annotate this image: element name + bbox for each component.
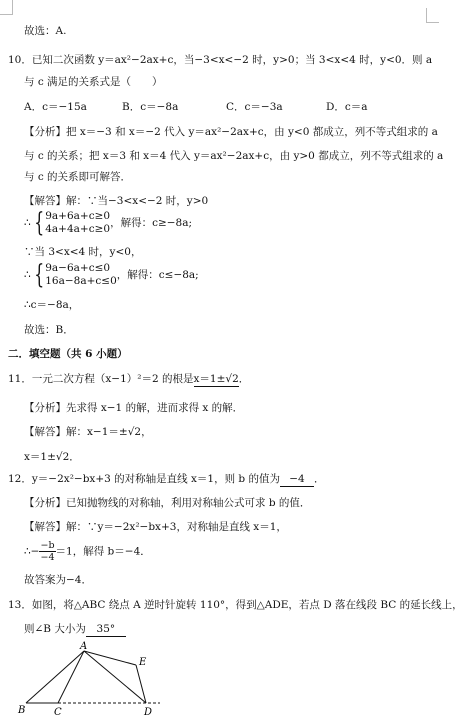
system2-eq1: 9a−6a+c≤0: [45, 262, 111, 274]
system1-eq2: 4a+4a+c≥0: [45, 223, 111, 235]
q13-geometry-figure: [14, 641, 194, 717]
label-C: C: [54, 707, 62, 717]
q12-answer: 故答案为−4．: [24, 574, 92, 586]
q10-option-a: A．c＝−15a: [24, 101, 87, 113]
q10-solution-line3: ∴c＝−8a，: [24, 299, 80, 311]
q10-solution-line1: 【解答】解：∵当−3<x<−2 时，y>0: [24, 195, 209, 207]
q12-solution-line2: [24, 540, 151, 563]
label-D: D: [144, 707, 153, 717]
segment-DE: [136, 665, 146, 703]
page-corner-mark-left: [0, 0, 13, 15]
q11-answer-blank: x＝1±√2: [193, 373, 239, 385]
q10-stem-line2: 与 c 满足的关系式是（ ）: [24, 76, 163, 88]
label-B: B: [18, 705, 26, 716]
q13-stem-line2: [24, 622, 126, 637]
q11-solution-line2: x＝1±√2．: [24, 451, 80, 463]
q10-system-2: ∴ {9a−6a+c≤0 16a−8a+c≤0，解得：c≤−8a;: [24, 260, 199, 290]
segment-AC: [58, 651, 84, 703]
q10-solution-line2: ∵当 3<x<4 时，y<0，: [24, 246, 142, 258]
q10-analysis-line3: 与 c 的关系即可解答．: [24, 171, 132, 183]
q10-option-d: D．c＝a: [326, 101, 368, 113]
q10-option-b: B．c＝−8a: [122, 101, 179, 113]
q11-solution-line1: 【解答】解：x−1＝±√2，: [24, 426, 152, 438]
system1-eq1: 9a+6a+c≥0: [45, 210, 111, 222]
system2-eq2: 16a−8a+c≤0: [45, 275, 117, 287]
q12-stem-end: ．: [314, 473, 325, 485]
brace-icon: {: [33, 260, 44, 290]
q12-analysis: 【分析】已知抛物线的对称轴，利用对称轴公式可求 b 的值．: [24, 497, 311, 509]
q12-solution-line1: 【解答】解：∵y＝−2x²−bx+3，对称轴是直线 x＝1，: [24, 521, 287, 533]
system2-result: ，解得：c≤−8a;: [116, 269, 199, 281]
label-A: A: [80, 641, 88, 652]
q9-answer: 故选：A.: [24, 25, 67, 37]
q13-stem-line1: 13．如图，将△ABC 绕点 A 逆时针旋转 110°，得到△ADE，若点 D 落在线段 BC 的延长线上，: [8, 599, 463, 611]
q11-stem-text: 11．一元二次方程（x−1）²＝2 的根是: [8, 373, 194, 385]
q10-stem-line1: 10．已知二次函数 y＝ax²−2ax+c，当−3<x<−2 时，y>0；当 3<x<4 时，y<0．则 a: [8, 54, 433, 66]
page-corner-mark-right: [426, 8, 439, 23]
fraction-denominator: −4: [40, 552, 55, 563]
q10-system-1: ∴ {9a+6a+c≥0 4a+4a+c≥0，解得：c≥−8a;: [24, 208, 193, 238]
q13-stem2-text: 则∠B 大小为: [24, 623, 86, 635]
q13-answer-blank: 35°: [86, 622, 126, 637]
q12-fraction: [39, 540, 55, 563]
q10-option-c: C．c＝−3a: [226, 101, 283, 113]
q10-analysis-line1: 【分析】把 x＝−3 和 x＝−2 代入 y＝ax²−2ax+c，由 y<0 都成立，列不等式组求的 a: [24, 126, 438, 138]
q12-stem: [8, 472, 325, 487]
system1-result: ，解得：c≥−8a;: [110, 217, 193, 229]
q12-sol2-suffix: ＝1，解得 b＝−4．: [55, 545, 151, 558]
section-heading: 二．填空题（共 6 小题）: [8, 348, 128, 360]
q12-sol2-prefix: ∴−: [24, 545, 40, 558]
q12-stem-text: 12．y＝−2x²−bx+3 的对称轴是直线 x＝1，则 b 的值为: [8, 473, 280, 485]
segment-AB: [26, 651, 84, 703]
q11-stem-end: ．: [238, 373, 250, 385]
q11-stem: [8, 372, 249, 387]
q12-answer-blank: −4: [280, 472, 314, 487]
brace-icon: {: [33, 208, 44, 238]
q10-analysis-line2: 与 c 的关系；把 x＝3 和 x＝4 代入 y＝ax²−2ax+c，由 y>0 都成立，列不等式组求的 a: [24, 150, 444, 162]
segment-AD: [84, 651, 146, 703]
q11-analysis: 【分析】先求得 x−1 的解，进而求得 x 的解．: [24, 402, 244, 414]
label-E: E: [139, 657, 147, 668]
q10-answer: 故选：B．: [24, 324, 74, 336]
fraction-numerator: −b: [40, 540, 55, 551]
